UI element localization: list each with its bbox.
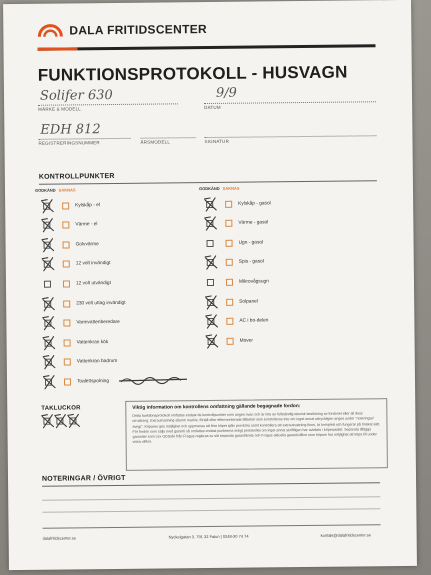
brand-model-value: Solifer 630 — [39, 88, 113, 104]
approved-checkbox[interactable] — [207, 298, 214, 305]
missing-checkbox[interactable] — [62, 222, 69, 229]
notes-rule — [42, 482, 380, 487]
approved-checkbox[interactable] — [207, 240, 214, 247]
taklucka-checkbox[interactable] — [69, 417, 76, 424]
footer-rule — [43, 524, 381, 529]
checklist-item-label: 12 volt utvändigt — [75, 280, 111, 287]
date-value: 9/9 — [215, 85, 237, 101]
notes-heading: NOTERINGAR / ÖVRIGT — [41, 474, 126, 483]
date-field[interactable] — [204, 85, 376, 111]
arc-logo-icon — [37, 24, 63, 38]
registration-field[interactable] — [38, 122, 130, 146]
approved-checkbox[interactable] — [206, 220, 213, 227]
checklist-item — [206, 197, 271, 210]
checklist-item — [43, 199, 100, 212]
date-label: DATUM — [204, 104, 221, 111]
crossed-out-scribble-icon — [119, 374, 189, 387]
approved-checkbox[interactable] — [44, 241, 51, 248]
checklist-item — [44, 317, 119, 330]
approved-checkbox[interactable] — [207, 318, 214, 325]
missing-checkbox[interactable] — [225, 220, 232, 227]
approved-checkbox[interactable] — [43, 202, 50, 209]
checklist-item — [206, 237, 263, 250]
notes-line[interactable] — [42, 508, 380, 513]
missing-checkbox[interactable] — [63, 241, 70, 248]
missing-checkbox[interactable] — [225, 200, 232, 207]
checklist-item — [44, 297, 125, 310]
approved-checkbox[interactable] — [208, 338, 215, 345]
missing-checkbox[interactable] — [227, 337, 234, 344]
checklist-item — [44, 277, 111, 290]
kontroll-rule — [39, 180, 377, 185]
checklist-item — [207, 256, 264, 269]
taklucka-checkboxes — [43, 417, 82, 424]
checklist-item-label: 230 volt uttag invändigt — [76, 300, 126, 306]
checklist-item-label: Vattenkran badrum — [76, 359, 118, 365]
missing-checkbox[interactable] — [63, 300, 70, 307]
checklist-item-label: Ugn - gasol — [238, 240, 264, 246]
approved-checkbox[interactable] — [45, 359, 52, 366]
missing-checkbox[interactable] — [63, 261, 70, 268]
registration-label: REGISTRERINGSNUMMER — [38, 140, 100, 146]
checklist-item-label: AC i bo-delen — [239, 318, 269, 324]
protocol-sheet — [3, 0, 417, 570]
approved-checkbox[interactable] — [44, 281, 51, 288]
checklist-item — [44, 238, 99, 251]
info-heading: Viktig information om kontrollens omfattning gällande begagnade fordon: — [132, 404, 301, 411]
missing-checkbox[interactable] — [63, 320, 70, 327]
footer-website[interactable]: dalafritidscenter.se — [42, 535, 77, 541]
approved-checkbox[interactable] — [44, 320, 51, 327]
company-logo — [37, 22, 207, 38]
signature-label: SIGNATUR — [204, 138, 230, 145]
signature-field[interactable] — [204, 122, 376, 145]
checklist-item-label: Värme - gasol — [238, 220, 269, 226]
checklist-item-label: Solpanel — [239, 299, 258, 305]
checklist-item — [207, 296, 258, 309]
header-rule — [38, 44, 376, 51]
missing-checkbox[interactable] — [64, 378, 71, 385]
missing-checkbox[interactable] — [226, 318, 233, 325]
model-year-label: ÅRSMODELL — [140, 139, 171, 145]
checklist-item-label: Kylskåp - el — [75, 202, 100, 208]
checklist-item — [208, 335, 253, 347]
approved-checkbox[interactable] — [44, 300, 51, 307]
approved-checkbox[interactable] — [207, 279, 214, 286]
model-year-field[interactable] — [140, 124, 195, 145]
brand-model-field[interactable] — [38, 88, 178, 112]
missing-checkbox[interactable] — [64, 339, 71, 346]
checklist-item-label: Golvvärme — [75, 241, 99, 248]
notes-line[interactable] — [42, 496, 380, 501]
missing-checkbox[interactable] — [226, 279, 233, 286]
checklist-item — [45, 356, 118, 369]
footer-address: Nyckelgatan 3, 791 32 Falun | 0248-30 74 74 — [168, 533, 249, 540]
missing-checkbox[interactable] — [62, 202, 69, 209]
info-body: Detta funktionsprotokoll omfattas endast de kontrollpunkter som anges ovan och är inte en fullständig teknisk besiktning av fordonet eller all dess utrustning. Extrautrustning såsom markis, förtält eller eftermonterade tillbehör som kontrolleras inte om inget annat uttryckligen anges under "noteringar/övrigt". Köparen ges möjlighet och uppmanas att före köpet själv provköra samt kontrollera att extrautrustning finns, är komplett och fungerar på önskat sätt. För fordon som säljs med garanti så omfattas endast punkterna enligt protokollet om inget annat skriftligen har avtalats i köpeavtalet. Separata tilläggs garantier som t.ex GDSafe från Fragus regleras av sitt separata garantikrets och Fragus aktuella garantivillkor som köparn har möjlighet att köpa till under vissa villkor. — [132, 411, 381, 445]
approved-checkbox[interactable] — [43, 222, 50, 229]
checklist-item-label: 12 volt invändigt — [75, 261, 111, 267]
left-column-header: GODKÄND SAKNAS — [34, 187, 76, 193]
missing-checkbox[interactable] — [226, 298, 233, 305]
footer-email[interactable]: kontakt@dalafritidscenter.se — [320, 532, 371, 538]
checklist-item — [45, 375, 109, 388]
taklucka-checkbox[interactable] — [56, 418, 63, 425]
checklist-item-label: Varmvattenberedare — [76, 320, 120, 326]
checklist-item-label: Toalettspolning — [76, 378, 110, 385]
approved-checkbox[interactable] — [207, 259, 214, 266]
checklist-item-label: Kylskåp - gasol — [238, 200, 271, 207]
checklist-item-label: Spis - gasol — [238, 259, 264, 265]
approved-checkbox[interactable] — [45, 339, 52, 346]
page-title: FUNKTIONSPROTOKOLL - HUSVAGN — [37, 62, 348, 85]
checklist-item-label: Vattenkran kök — [76, 339, 109, 346]
company-name: DALA FRITIDSCENTER — [69, 22, 208, 38]
missing-checkbox[interactable] — [64, 359, 71, 366]
missing-checkbox[interactable] — [63, 280, 70, 287]
taklucka-heading: TAKLUCKOR — [41, 405, 81, 412]
kontroll-heading: KONTROLLPUNKTER — [38, 172, 115, 181]
missing-checkbox[interactable] — [226, 239, 233, 246]
registration-value: EDH 812 — [40, 122, 101, 138]
info-box — [125, 398, 388, 471]
taklucka-checkbox[interactable] — [43, 418, 50, 425]
approved-checkbox[interactable] — [44, 261, 51, 268]
approved-checkbox[interactable] — [45, 379, 52, 386]
checklist-item-label: Mikrovågsugn — [238, 279, 269, 285]
checklist-item-label: Värme - el — [75, 222, 98, 228]
checklist-item — [207, 276, 269, 289]
checklist-item — [206, 217, 268, 230]
right-column-header: GODKÄND SAKNAS — [198, 185, 240, 192]
approved-checkbox[interactable] — [206, 200, 213, 207]
checklist-item — [45, 336, 109, 349]
brand-model-label: MÄRKE & MODELL — [38, 106, 81, 112]
checklist-item — [44, 258, 111, 271]
checklist-item — [43, 219, 97, 232]
missing-checkbox[interactable] — [226, 259, 233, 266]
checklist-item-label: Mover — [239, 338, 253, 344]
checklist-item — [207, 315, 268, 328]
